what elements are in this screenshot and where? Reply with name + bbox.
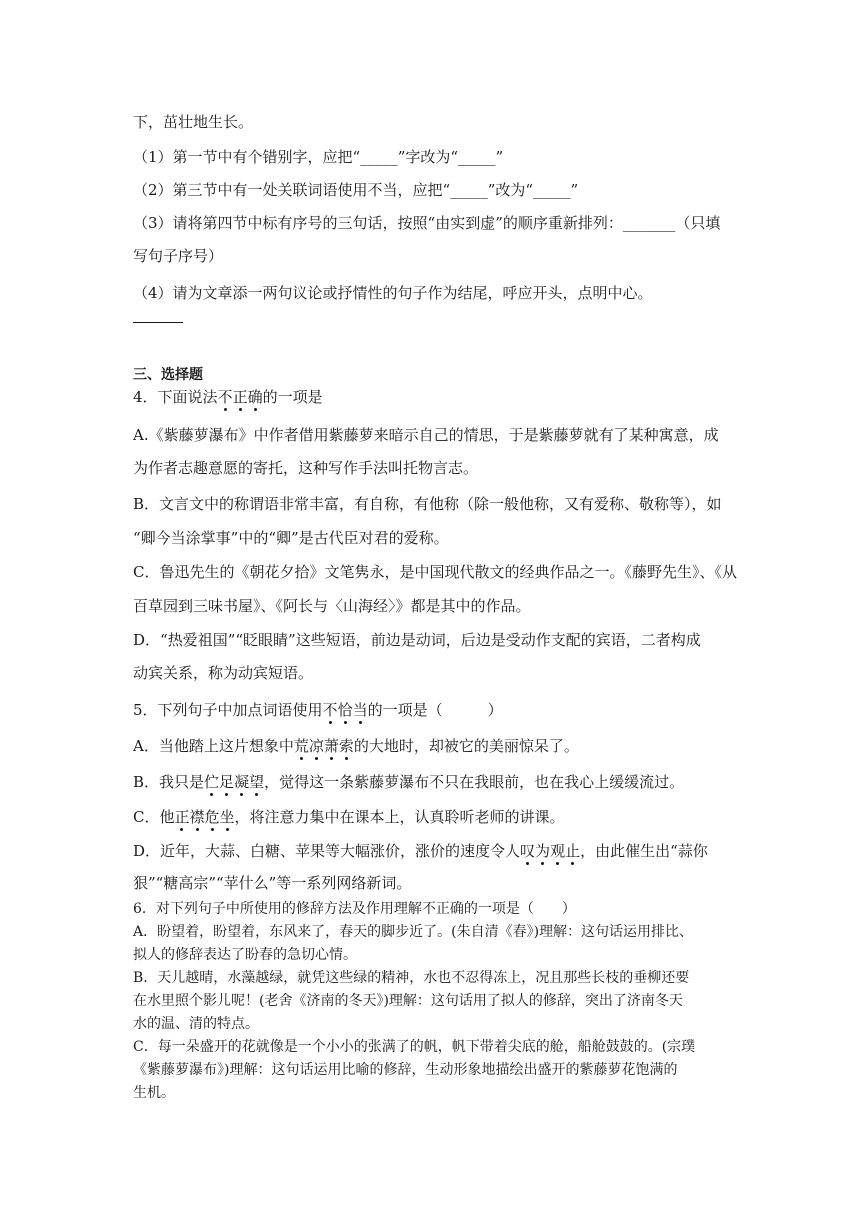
section-heading: 三、选择题 bbox=[133, 367, 203, 383]
q4-option-b-cont: “卿今当涂掌事”中的“卿”是古代臣对君的爱称。 bbox=[133, 529, 449, 547]
q5-option-d bbox=[133, 841, 733, 861]
q6-option-b-cont2: 水的温、清的特点。 bbox=[133, 1016, 259, 1032]
question-3-3-cont: 写句子序号） bbox=[133, 247, 224, 265]
question-3-2: （2）第三节中有一处关联词语使用不当，应把“_____”改为“_____” bbox=[133, 181, 579, 199]
q4-option-d-cont: 动宾关系，称为动宾短语。 bbox=[133, 664, 314, 682]
question-6-stem: 6．对下列句子中所使用的修辞方法及作用理解不正确的一项是（ ） bbox=[133, 901, 576, 917]
dotted-char: 当 bbox=[352, 701, 368, 719]
dotted-char: 襟 bbox=[189, 808, 205, 826]
option-text: C．他 bbox=[133, 808, 175, 826]
text-line: 下，茁壮地生长。 bbox=[133, 113, 254, 131]
dotted-char: 危 bbox=[204, 808, 220, 826]
q4-option-a-cont: 为作者志趣意愿的寄托，这种写作手法叫托物言志。 bbox=[133, 459, 479, 477]
stem-text: 4．下面说法 bbox=[133, 388, 218, 406]
dotted-char: 望 bbox=[249, 773, 265, 791]
dotted-char: 叹 bbox=[520, 842, 536, 860]
q4-option-c-cont: 百草园到三味书屋》、《阿长与〈山海经〉》都是其中的作品。 bbox=[133, 597, 531, 615]
q4-option-b: B．文言文中的称谓语非常丰富，有自称，有他称（除一般他称，又有爱称、敬称等），如 bbox=[133, 495, 722, 513]
q5-option-b bbox=[133, 772, 733, 792]
dotted-char: 正 bbox=[232, 388, 248, 406]
dotted-char: 不 bbox=[322, 701, 338, 719]
question-4-stem bbox=[133, 387, 733, 407]
dotted-char: 荒 bbox=[293, 737, 309, 755]
q6-option-c-cont2: 生机。 bbox=[133, 1085, 175, 1101]
q4-option-a: A.《紫藤萝瀑布》中作者借用紫藤萝来暗示自己的情思，于是紫藤萝就有了某种寓意，成 bbox=[133, 426, 719, 444]
stem-text: 5．下列句子中加点词语使用 bbox=[133, 701, 323, 719]
option-text: B．我只是 bbox=[133, 773, 205, 791]
dotted-char: 止 bbox=[565, 842, 581, 860]
q6-option-b: B．天儿越晴，水藻越绿，就凭这些绿的精神，水也不忍得冻上，况且那些长枝的垂柳还要 bbox=[133, 970, 690, 986]
dotted-char: 凉 bbox=[308, 737, 324, 755]
dotted-char: 坐 bbox=[219, 808, 235, 826]
option-text: ，将注意力集中在课本上，认真聆听老师的讲课。 bbox=[234, 808, 565, 826]
q4-option-c: C．鲁迅先生的《朝花夕拾》文笔隽永，是中国现代散文的经典作品之一。《藤野先生》、《从 bbox=[133, 563, 737, 581]
dotted-char: 足 bbox=[219, 773, 235, 791]
dotted-char: 不 bbox=[217, 388, 233, 406]
dotted-char: 凝 bbox=[234, 773, 250, 791]
answer-blank-line bbox=[133, 322, 183, 323]
question-3-4: （4）请为文章添一两句议论或抒情性的句子作为结尾，呼应开头，点明中心。 bbox=[133, 284, 653, 302]
q5-option-a bbox=[133, 736, 733, 756]
dotted-char: 观 bbox=[550, 842, 566, 860]
option-text: D．近年，大蒜、白糖、苹果等大幅涨价，涨价的速度令人 bbox=[133, 842, 521, 860]
stem-text: 的一项是（ ） bbox=[367, 701, 503, 719]
question-3-1: （1）第一节中有个错别字，应把“_____”字改为“_____” bbox=[133, 148, 504, 166]
question-3-3: （3）请将第四节中标有序号的三句话，按照“由实到虚”的顺序重新排列：_______（只填 bbox=[133, 214, 721, 232]
q6-option-c-cont: 《紫藤萝瀑布》)理解：这句话运用比喻的修辞，生动形象地描绘出盛开的紫藤萝花饱满的 bbox=[133, 1062, 678, 1078]
option-text: ，由此催生出“蒜你 bbox=[580, 842, 708, 860]
dotted-char: 索 bbox=[338, 737, 354, 755]
dotted-char: 确 bbox=[247, 388, 263, 406]
option-text: ，觉得这一条紫藤萝瀑布不只在我眼前，也在我心上缓缓流过。 bbox=[264, 773, 685, 791]
dotted-char: 为 bbox=[535, 842, 551, 860]
option-text: A．当他踏上这片想象中 bbox=[133, 737, 294, 755]
q6-option-a: A．盼望着，盼望着，东风来了，春天的脚步近了。(朱自清《春》)理解：这句话运用排比、 bbox=[133, 924, 694, 940]
dotted-char: 伫 bbox=[204, 773, 220, 791]
stem-text: 的一项是 bbox=[262, 388, 323, 406]
dotted-char: 萧 bbox=[323, 737, 339, 755]
option-text: 的大地时，却被它的美丽惊呆了。 bbox=[353, 737, 579, 755]
question-5-stem bbox=[133, 700, 733, 720]
q6-option-c: C．每一朵盛开的花就像是一个小小的张满了的帆，帆下带着尖底的舱，船舱鼓鼓的。(宗璞 bbox=[133, 1039, 696, 1055]
q6-option-a-cont: 拟人的修辞表达了盼春的急切心情。 bbox=[133, 947, 357, 963]
dotted-char: 恰 bbox=[337, 701, 353, 719]
q5-option-d-cont: 狠”“糖高宗”“苹什么”等一系列网络新词。 bbox=[133, 874, 412, 892]
q6-option-b-cont: 在水里照个影儿呢！(老舍《济南的冬天》)理解：这句话用了拟人的修辞，突出了济南冬天 bbox=[133, 993, 683, 1009]
q5-option-c bbox=[133, 807, 733, 827]
q4-option-d: D．“热爱祖国”“眨眼睛”这些短语，前边是动词，后边是受动作支配的宾语，二者构成 bbox=[133, 631, 701, 649]
dotted-char: 正 bbox=[174, 808, 190, 826]
